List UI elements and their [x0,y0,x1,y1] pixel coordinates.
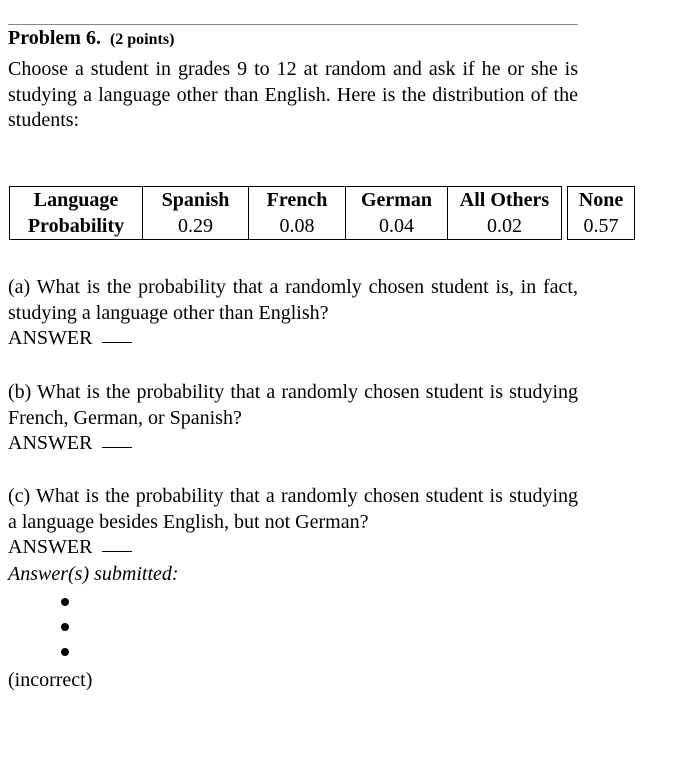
answers-submitted-label: Answer(s) submitted: [8,563,179,585]
question-c-answer [8,535,578,561]
top-rule [8,24,578,25]
answer-label: ANSWER [8,327,93,349]
language-row [10,187,635,214]
question-c [8,484,578,561]
probability-none: 0.57 [568,213,635,240]
language-french: French [249,187,346,214]
language-row-header: Language [10,187,143,214]
probability-row-header: Probability [10,213,143,240]
submission-status: (incorrect) [8,669,93,691]
answer-label: ANSWER [8,536,93,558]
probability-spanish: 0.29 [143,213,249,240]
question-a-answer [8,326,578,352]
language-none: None [568,187,635,214]
language-spanish: Spanish [143,187,249,214]
question-a [8,275,578,352]
language-german: German [346,187,448,214]
question-b-text: (b) What is the probability that a randomly chosen student is studying French, German, or Spanish? [8,381,578,429]
answer-blank-b[interactable] [102,447,132,448]
probability-all-others: 0.02 [448,213,562,240]
question-c-text: (c) What is the probability that a randomly chosen student is studying a language besides English, but not German? [8,485,578,533]
problem-title [8,27,174,50]
problem-intro: Choose a student in grades 9 to 12 at random and ask if he or she is studying a language other than English. Here is the distribution of the students: [8,58,578,131]
question-b [8,380,578,457]
probability-french: 0.08 [249,213,346,240]
problem-number: Problem 6. [8,27,101,49]
probability-row [10,213,635,240]
answer-blank-c[interactable] [102,551,132,552]
probability-german: 0.04 [346,213,448,240]
answer-label: ANSWER [8,432,93,454]
question-b-answer [8,431,578,457]
answer-blank-a[interactable] [102,342,132,343]
language-all-others: All Others [448,187,562,214]
question-a-text: (a) What is the probability that a randomly chosen student is, in fact, studying a language other than English? [8,276,578,324]
problem-points: (2 points) [109,31,175,48]
distribution-table [9,186,635,240]
